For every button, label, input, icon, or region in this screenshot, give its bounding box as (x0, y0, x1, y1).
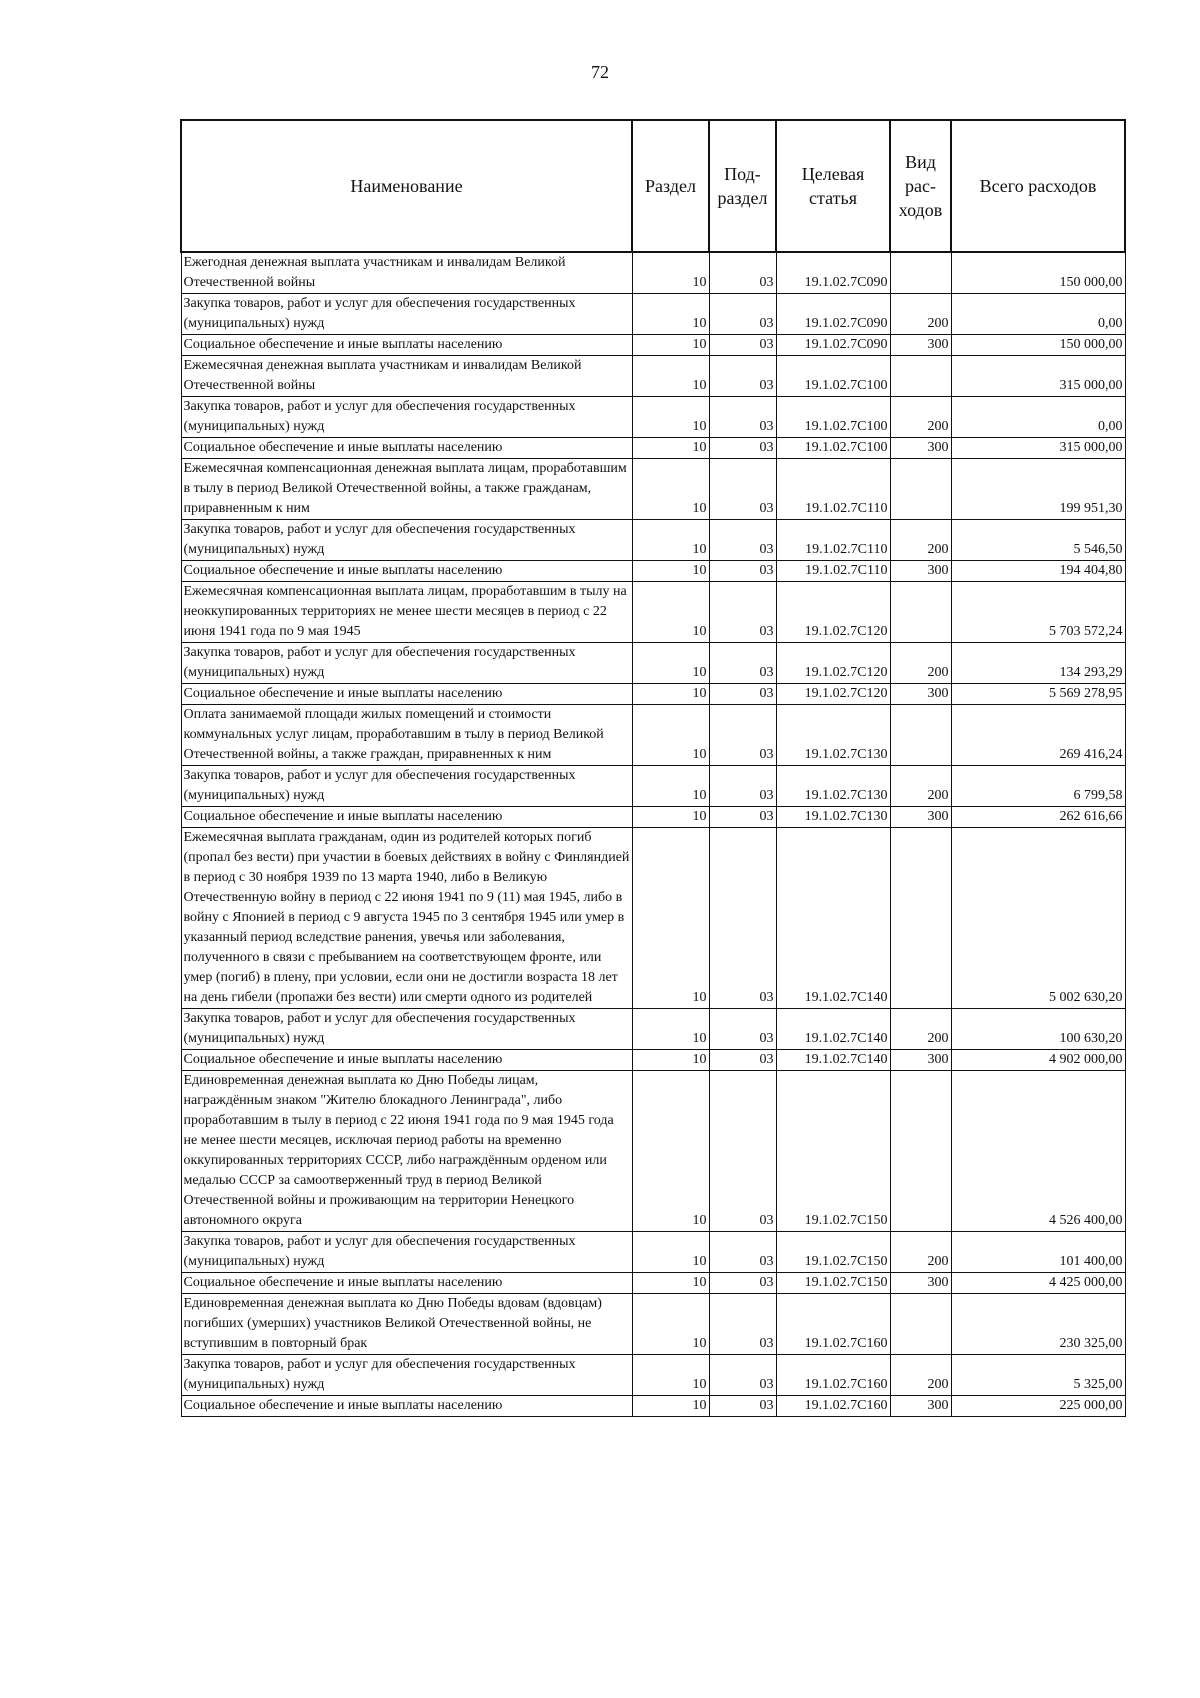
row-total: 315 000,00 (951, 356, 1125, 397)
table-row (181, 1232, 1125, 1273)
row-subsection: 03 (709, 1009, 776, 1050)
row-section: 10 (632, 335, 709, 356)
row-section: 10 (632, 1009, 709, 1050)
row-target-article: 19.1.02.7С100 (776, 397, 890, 438)
row-target-article: 19.1.02.7С090 (776, 294, 890, 335)
row-expense-kind: 300 (890, 1273, 951, 1294)
row-subsection: 03 (709, 643, 776, 684)
table-row (181, 807, 1125, 828)
row-name: Оплата занимаемой площади жилых помещений и стоимости коммунальных услуг лицам, проработавшим в тылу в период Великой Отечественной войны, а также граждан, приравненных к ним (181, 705, 632, 766)
row-expense-kind (890, 828, 951, 1009)
row-expense-kind: 200 (890, 1232, 951, 1273)
row-subsection: 03 (709, 807, 776, 828)
table-row (181, 1396, 1125, 1417)
row-subsection: 03 (709, 1050, 776, 1071)
row-target-article: 19.1.02.7С140 (776, 828, 890, 1009)
row-subsection: 03 (709, 1071, 776, 1232)
row-name: Социальное обеспечение и иные выплаты населению (181, 1273, 632, 1294)
table-row (181, 459, 1125, 520)
table-row (181, 1273, 1125, 1294)
row-expense-kind: 300 (890, 1396, 951, 1417)
row-expense-kind: 200 (890, 294, 951, 335)
budget-table (180, 119, 1126, 1417)
row-target-article: 19.1.02.7С100 (776, 356, 890, 397)
row-name: Ежемесячная компенсационная денежная выплата лицам, проработавшим в тылу в период Великой Отечественной войны, а также гражданам, приравненным к ним (181, 459, 632, 520)
table-row (181, 705, 1125, 766)
row-section: 10 (632, 438, 709, 459)
row-total: 150 000,00 (951, 335, 1125, 356)
row-total: 4 425 000,00 (951, 1273, 1125, 1294)
table-row (181, 1009, 1125, 1050)
row-section: 10 (632, 643, 709, 684)
table-row (181, 1355, 1125, 1396)
table-row (181, 582, 1125, 643)
row-expense-kind: 300 (890, 335, 951, 356)
row-subsection: 03 (709, 520, 776, 561)
row-name: Закупка товаров, работ и услуг для обеспечения государственных (муниципальных) нужд (181, 1009, 632, 1050)
header-name: Наименование (181, 120, 632, 252)
row-target-article: 19.1.02.7С120 (776, 684, 890, 705)
row-subsection: 03 (709, 1355, 776, 1396)
row-name: Социальное обеспечение и иные выплаты населению (181, 807, 632, 828)
table-row (181, 1071, 1125, 1232)
row-target-article: 19.1.02.7С100 (776, 438, 890, 459)
row-section: 10 (632, 459, 709, 520)
table-row (181, 356, 1125, 397)
row-name: Закупка товаров, работ и услуг для обеспечения государственных (муниципальных) нужд (181, 294, 632, 335)
row-name: Социальное обеспечение и иные выплаты населению (181, 684, 632, 705)
row-expense-kind (890, 1071, 951, 1232)
row-section: 10 (632, 1294, 709, 1355)
row-expense-kind: 300 (890, 438, 951, 459)
row-section: 10 (632, 252, 709, 294)
header-target: Целевая статья (776, 120, 890, 252)
header-section: Раздел (632, 120, 709, 252)
row-target-article: 19.1.02.7С090 (776, 335, 890, 356)
row-subsection: 03 (709, 356, 776, 397)
row-expense-kind (890, 582, 951, 643)
row-name: Единовременная денежная выплата ко Дню Победы лицам, награждённым знаком "Жителю блокадного Ленинграда", либо проработавшим в тылу в период с 22 июня 1941 года по 9 мая 1945 года не менее шести месяцев, исключая период работы на временно оккупированных территориях СССР, либо награждённым орденом или медалью СССР за самоотверженный труд в период Великой Отечественной войны и проживающим на территории Ненецкого автономного округа (181, 1071, 632, 1232)
row-subsection: 03 (709, 705, 776, 766)
row-section: 10 (632, 1355, 709, 1396)
row-name: Закупка товаров, работ и услуг для обеспечения государственных (муниципальных) нужд (181, 520, 632, 561)
table-row (181, 1050, 1125, 1071)
row-section: 10 (632, 1232, 709, 1273)
row-total: 315 000,00 (951, 438, 1125, 459)
table-row (181, 828, 1125, 1009)
row-target-article: 19.1.02.7С110 (776, 459, 890, 520)
row-subsection: 03 (709, 766, 776, 807)
row-target-article: 19.1.02.7С130 (776, 705, 890, 766)
row-section: 10 (632, 397, 709, 438)
row-subsection: 03 (709, 252, 776, 294)
row-expense-kind (890, 356, 951, 397)
row-name: Социальное обеспечение и иные выплаты населению (181, 1050, 632, 1071)
row-total: 6 799,58 (951, 766, 1125, 807)
row-subsection: 03 (709, 397, 776, 438)
row-target-article: 19.1.02.7С150 (776, 1273, 890, 1294)
page-number: 72 (591, 62, 609, 82)
row-name: Социальное обеспечение и иные выплаты населению (181, 335, 632, 356)
row-subsection: 03 (709, 1232, 776, 1273)
row-subsection: 03 (709, 294, 776, 335)
row-section: 10 (632, 294, 709, 335)
row-total: 230 325,00 (951, 1294, 1125, 1355)
row-target-article: 19.1.02.7С130 (776, 766, 890, 807)
row-target-article: 19.1.02.7С140 (776, 1050, 890, 1071)
row-section: 10 (632, 356, 709, 397)
table-body (181, 252, 1125, 1417)
row-name: Ежемесячная компенсационная выплата лицам, проработавшим в тылу на неоккупированных территориях не менее шести месяцев в период с 22 июня 1941 года по 9 мая 1945 (181, 582, 632, 643)
table-row (181, 684, 1125, 705)
row-subsection: 03 (709, 438, 776, 459)
row-total: 199 951,30 (951, 459, 1125, 520)
row-section: 10 (632, 807, 709, 828)
row-section: 10 (632, 828, 709, 1009)
row-expense-kind: 200 (890, 397, 951, 438)
header-total: Всего расходов (951, 120, 1125, 252)
row-section: 10 (632, 582, 709, 643)
table-row (181, 1294, 1125, 1355)
row-subsection: 03 (709, 1273, 776, 1294)
row-expense-kind: 200 (890, 520, 951, 561)
row-total: 225 000,00 (951, 1396, 1125, 1417)
row-total: 262 616,66 (951, 807, 1125, 828)
row-target-article: 19.1.02.7С120 (776, 643, 890, 684)
row-total: 5 325,00 (951, 1355, 1125, 1396)
row-subsection: 03 (709, 684, 776, 705)
row-expense-kind: 300 (890, 684, 951, 705)
row-section: 10 (632, 1071, 709, 1232)
row-total: 4 526 400,00 (951, 1071, 1125, 1232)
row-target-article: 19.1.02.7С150 (776, 1071, 890, 1232)
table-row (181, 520, 1125, 561)
table-header-row (181, 120, 1125, 252)
row-total: 134 293,29 (951, 643, 1125, 684)
table-row (181, 252, 1125, 294)
header-kind: Вид рас- ходов (890, 120, 951, 252)
row-target-article: 19.1.02.7С160 (776, 1396, 890, 1417)
row-expense-kind: 300 (890, 561, 951, 582)
row-target-article: 19.1.02.7С160 (776, 1355, 890, 1396)
row-section: 10 (632, 684, 709, 705)
row-section: 10 (632, 520, 709, 561)
row-target-article: 19.1.02.7С110 (776, 520, 890, 561)
table-row (181, 397, 1125, 438)
row-section: 10 (632, 1273, 709, 1294)
row-total: 101 400,00 (951, 1232, 1125, 1273)
row-total: 4 902 000,00 (951, 1050, 1125, 1071)
row-section: 10 (632, 705, 709, 766)
row-expense-kind (890, 1294, 951, 1355)
row-expense-kind: 200 (890, 1009, 951, 1050)
row-total: 0,00 (951, 294, 1125, 335)
row-name: Социальное обеспечение и иные выплаты населению (181, 561, 632, 582)
row-total: 5 569 278,95 (951, 684, 1125, 705)
row-target-article: 19.1.02.7С150 (776, 1232, 890, 1273)
row-name: Социальное обеспечение и иные выплаты населению (181, 1396, 632, 1417)
table-row (181, 766, 1125, 807)
table-row (181, 561, 1125, 582)
row-section: 10 (632, 766, 709, 807)
row-expense-kind (890, 705, 951, 766)
row-subsection: 03 (709, 335, 776, 356)
table-row (181, 294, 1125, 335)
row-total: 5 002 630,20 (951, 828, 1125, 1009)
row-name: Ежемесячная выплата гражданам, один из родителей которых погиб (пропал без вести) при участии в боевых действиях в войну с Финляндией в период с 30 ноября 1939 по 13 марта 1940, либо в Великую Отечественную войну в период с 22 июня 1941 по 9 (11) мая 1945, либо в войну с Японией в период с 9 августа 1945 по 3 сентября 1945 или умер в указанный период вследствие ранения, увечья или заболевания, полученного в связи с пребыванием на соответствующем фронте, или умер (погиб) в плену, при условии, если они не достигли возраста 18 лет на день гибели (пропажи без вести) или смерти одного из родителей (181, 828, 632, 1009)
row-name: Ежемесячная денежная выплата участникам и инвалидам Великой Отечественной войны (181, 356, 632, 397)
row-total: 5 703 572,24 (951, 582, 1125, 643)
row-name: Ежегодная денежная выплата участникам и инвалидам Великой Отечественной войны (181, 252, 632, 294)
row-name: Закупка товаров, работ и услуг для обеспечения государственных (муниципальных) нужд (181, 1355, 632, 1396)
row-expense-kind: 300 (890, 1050, 951, 1071)
row-name: Закупка товаров, работ и услуг для обеспечения государственных (муниципальных) нужд (181, 397, 632, 438)
header-subsection: Под- раздел (709, 120, 776, 252)
row-total: 100 630,20 (951, 1009, 1125, 1050)
table-row (181, 643, 1125, 684)
row-subsection: 03 (709, 459, 776, 520)
row-total: 269 416,24 (951, 705, 1125, 766)
row-expense-kind: 300 (890, 807, 951, 828)
row-name: Закупка товаров, работ и услуг для обеспечения государственных (муниципальных) нужд (181, 643, 632, 684)
row-subsection: 03 (709, 1396, 776, 1417)
row-target-article: 19.1.02.7С160 (776, 1294, 890, 1355)
row-expense-kind: 200 (890, 643, 951, 684)
row-subsection: 03 (709, 582, 776, 643)
row-total: 5 546,50 (951, 520, 1125, 561)
row-total: 0,00 (951, 397, 1125, 438)
row-expense-kind (890, 252, 951, 294)
row-section: 10 (632, 1396, 709, 1417)
row-target-article: 19.1.02.7С140 (776, 1009, 890, 1050)
row-subsection: 03 (709, 1294, 776, 1355)
row-target-article: 19.1.02.7С120 (776, 582, 890, 643)
row-total: 194 404,80 (951, 561, 1125, 582)
row-name: Закупка товаров, работ и услуг для обеспечения государственных (муниципальных) нужд (181, 766, 632, 807)
row-name: Социальное обеспечение и иные выплаты населению (181, 438, 632, 459)
row-name: Единовременная денежная выплата ко Дню Победы вдовам (вдовцам) погибших (умерших) участников Великой Отечественной войны, не вступившим в повторный брак (181, 1294, 632, 1355)
row-subsection: 03 (709, 828, 776, 1009)
row-target-article: 19.1.02.7С130 (776, 807, 890, 828)
row-expense-kind: 200 (890, 1355, 951, 1396)
row-target-article: 19.1.02.7С110 (776, 561, 890, 582)
row-subsection: 03 (709, 561, 776, 582)
row-name: Закупка товаров, работ и услуг для обеспечения государственных (муниципальных) нужд (181, 1232, 632, 1273)
row-target-article: 19.1.02.7С090 (776, 252, 890, 294)
row-expense-kind: 200 (890, 766, 951, 807)
row-expense-kind (890, 459, 951, 520)
row-total: 150 000,00 (951, 252, 1125, 294)
row-section: 10 (632, 1050, 709, 1071)
table-row (181, 438, 1125, 459)
row-section: 10 (632, 561, 709, 582)
table-row (181, 335, 1125, 356)
